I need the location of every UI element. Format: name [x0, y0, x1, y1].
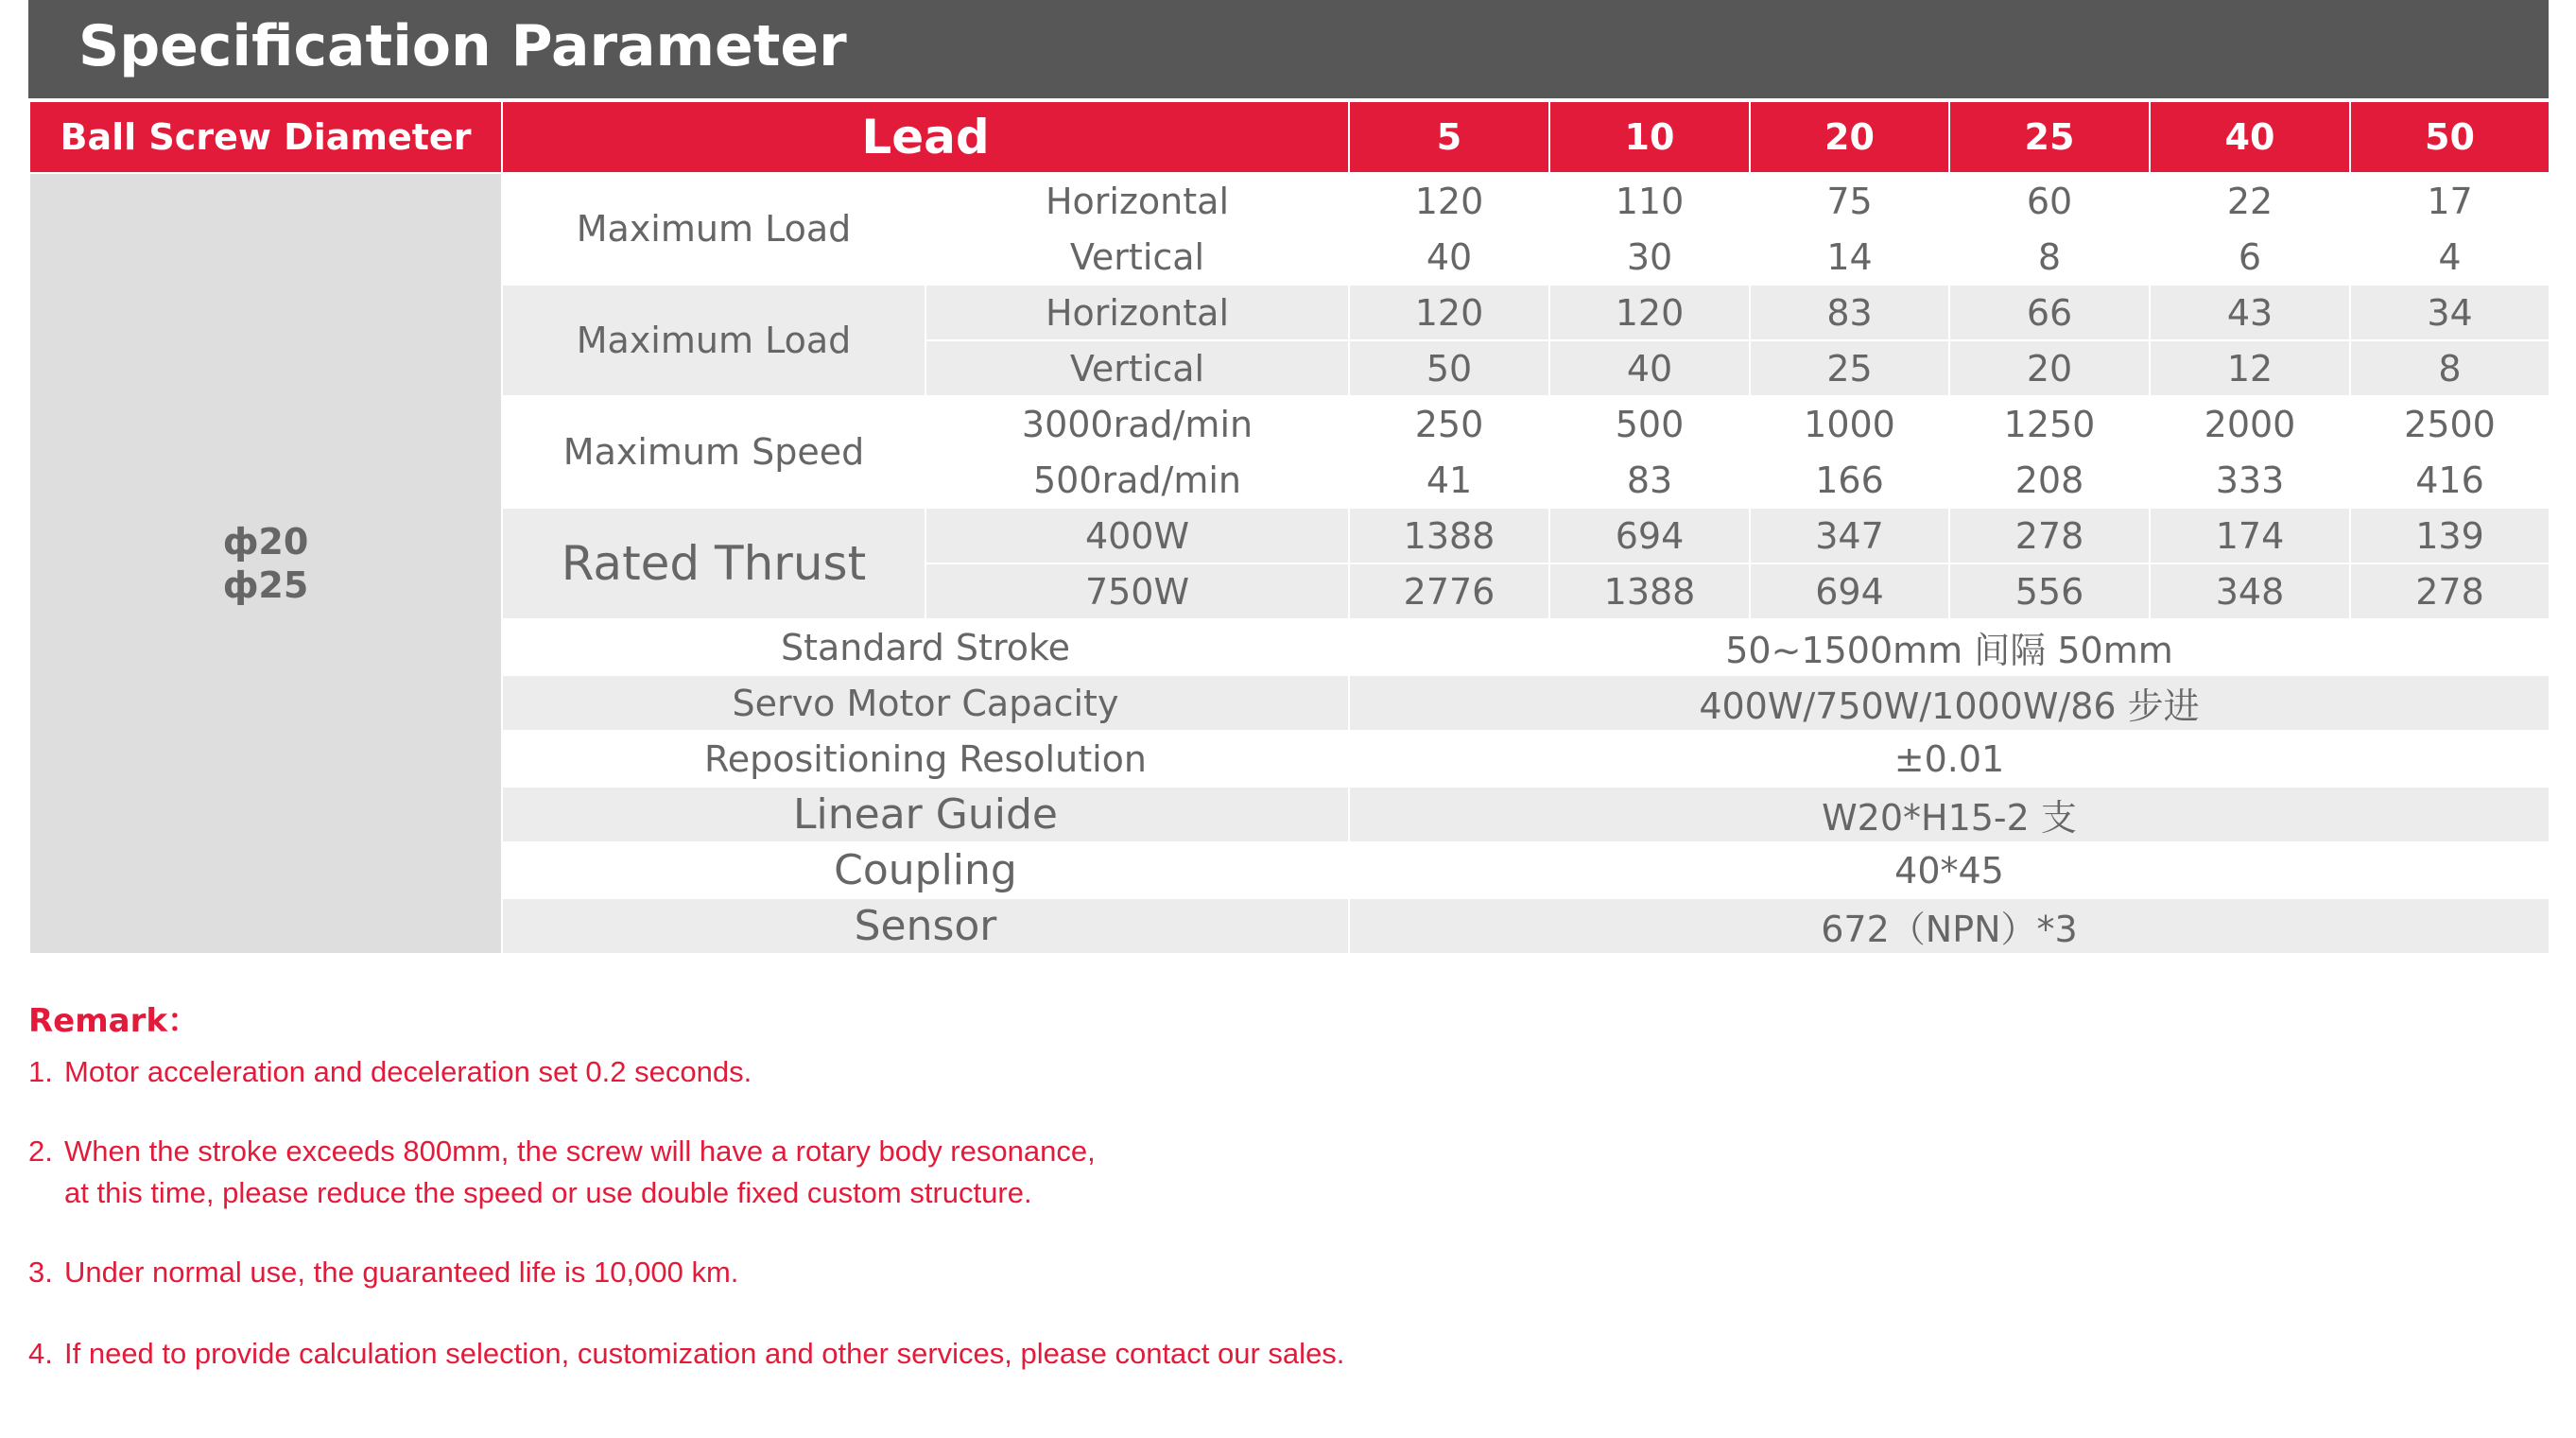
table-cell: 500: [1549, 396, 1750, 452]
table-cell: 50: [1349, 340, 1549, 396]
remark-note-text: When the stroke exceeds 800mm, the screw will have a rotary body resonance,: [64, 1135, 1096, 1168]
header-lead-value: 5: [1349, 101, 1549, 173]
ball-screw-diameter-cell: [29, 173, 502, 954]
diameter-value: ф20: [222, 521, 309, 563]
spec-label: Repositioning Resolution: [502, 731, 1349, 787]
header-lead-value: 20: [1750, 101, 1949, 173]
table-row: [29, 173, 2550, 229]
spec-label: Servo Motor Capacity: [502, 675, 1349, 731]
row-sub-label: 3000rad/min: [925, 396, 1349, 452]
row-group-label: Maximum Load: [502, 285, 925, 396]
table-cell: 17: [2350, 173, 2550, 229]
header-lead-value: 25: [1949, 101, 2150, 173]
row-sub-label: Horizontal: [925, 285, 1349, 340]
remark-note-text: at this time, please reduce the speed or use double fixed custom structure.: [64, 1176, 1032, 1209]
table-cell: 333: [2150, 452, 2350, 508]
header-ball-screw-diameter: Ball Screw Diameter: [29, 101, 502, 173]
table-cell: 34: [2350, 285, 2550, 340]
table-cell: 174: [2150, 508, 2350, 563]
row-sub-label: Vertical: [925, 340, 1349, 396]
table-cell: 1250: [1949, 396, 2150, 452]
remark-note-text: Under normal use, the guaranteed life is 10,000 km.: [64, 1256, 739, 1289]
table-cell: 43: [2150, 285, 2350, 340]
spec-value: W20*H15-2 支: [1349, 787, 2550, 842]
table-cell: 40: [1349, 229, 1549, 285]
title-bar: [28, 0, 2549, 98]
table-cell: 348: [2150, 563, 2350, 619]
remark-title: Remark：: [28, 1002, 199, 1040]
table-cell: 12: [2150, 340, 2350, 396]
row-group-label: Rated Thrust: [502, 508, 925, 619]
table-cell: 83: [1549, 452, 1750, 508]
table-cell: 2500: [2350, 396, 2550, 452]
row-group-label: Maximum Load: [502, 173, 925, 285]
remark-note: [28, 1131, 1096, 1214]
row-sub-label: Horizontal: [925, 173, 1349, 229]
table-cell: 6: [2150, 229, 2350, 285]
remark-note-number: 3.: [28, 1256, 53, 1289]
table-cell: 25: [1750, 340, 1949, 396]
table-cell: 347: [1750, 508, 1949, 563]
table-cell: 2000: [2150, 396, 2350, 452]
table-cell: 1000: [1750, 396, 1949, 452]
page-title: Specification Parameter: [78, 13, 847, 79]
table-cell: 166: [1750, 452, 1949, 508]
remark-note: [28, 1333, 1344, 1375]
spec-label: Linear Guide: [502, 787, 1349, 842]
table-cell: 66: [1949, 285, 2150, 340]
table-cell: 694: [1750, 563, 1949, 619]
remark-note-number: 2.: [28, 1135, 53, 1168]
header-lead-value: 40: [2150, 101, 2350, 173]
table-cell: 278: [2350, 563, 2550, 619]
table-cell: 139: [2350, 508, 2550, 563]
remark-note-text: Motor acceleration and deceleration set 0.2 seconds.: [64, 1055, 752, 1088]
table-cell: 8: [2350, 340, 2550, 396]
table-cell: 1388: [1549, 563, 1750, 619]
row-sub-label: 500rad/min: [925, 452, 1349, 508]
table-cell: 60: [1949, 173, 2150, 229]
spec-value: 400W/750W/1000W/86 步进: [1349, 675, 2550, 731]
header-lead-value: 10: [1549, 101, 1750, 173]
header-lead-value: 50: [2350, 101, 2550, 173]
row-sub-label: 750W: [925, 563, 1349, 619]
row-group-label: Maximum Speed: [502, 396, 925, 508]
table-cell: 416: [2350, 452, 2550, 508]
header-lead: Lead: [502, 101, 1349, 173]
remark-note: [28, 1252, 738, 1293]
spec-value: 672（NPN）*3: [1349, 898, 2550, 954]
table-cell: 30: [1549, 229, 1750, 285]
row-sub-label: Vertical: [925, 229, 1349, 285]
table-cell: 20: [1949, 340, 2150, 396]
table-cell: 14: [1750, 229, 1949, 285]
table-cell: 2776: [1349, 563, 1549, 619]
spec-value: 40*45: [1349, 842, 2550, 898]
spec-table: [28, 100, 2550, 955]
table-cell: 208: [1949, 452, 2150, 508]
spec-value: 50~1500mm 间隔 50mm: [1349, 619, 2550, 675]
remark-note-number: 4.: [28, 1337, 53, 1370]
table-cell: 120: [1549, 285, 1750, 340]
table-cell: 8: [1949, 229, 2150, 285]
row-sub-label: 400W: [925, 508, 1349, 563]
table-cell: 250: [1349, 396, 1549, 452]
spec-label: Sensor: [502, 898, 1349, 954]
table-cell: 75: [1750, 173, 1949, 229]
table-cell: 4: [2350, 229, 2550, 285]
table-cell: 278: [1949, 508, 2150, 563]
table-cell: 22: [2150, 173, 2350, 229]
spec-value: ±0.01: [1349, 731, 2550, 787]
spec-label: Coupling: [502, 842, 1349, 898]
table-cell: 110: [1549, 173, 1750, 229]
remark-note-number: 1.: [28, 1055, 53, 1088]
table-cell: 120: [1349, 173, 1549, 229]
remark-note-text: If need to provide calculation selection, customization and other services, please contact our sales.: [64, 1337, 1345, 1370]
spec-label: Standard Stroke: [502, 619, 1349, 675]
table-cell: 556: [1949, 563, 2150, 619]
table-cell: 694: [1549, 508, 1750, 563]
table-cell: 83: [1750, 285, 1949, 340]
remark-note: [28, 1051, 752, 1093]
table-cell: 1388: [1349, 508, 1549, 563]
table-cell: 40: [1549, 340, 1750, 396]
table-cell: 41: [1349, 452, 1549, 508]
table-cell: 120: [1349, 285, 1549, 340]
diameter-value: ф25: [222, 564, 309, 606]
header-row: [29, 101, 2550, 173]
